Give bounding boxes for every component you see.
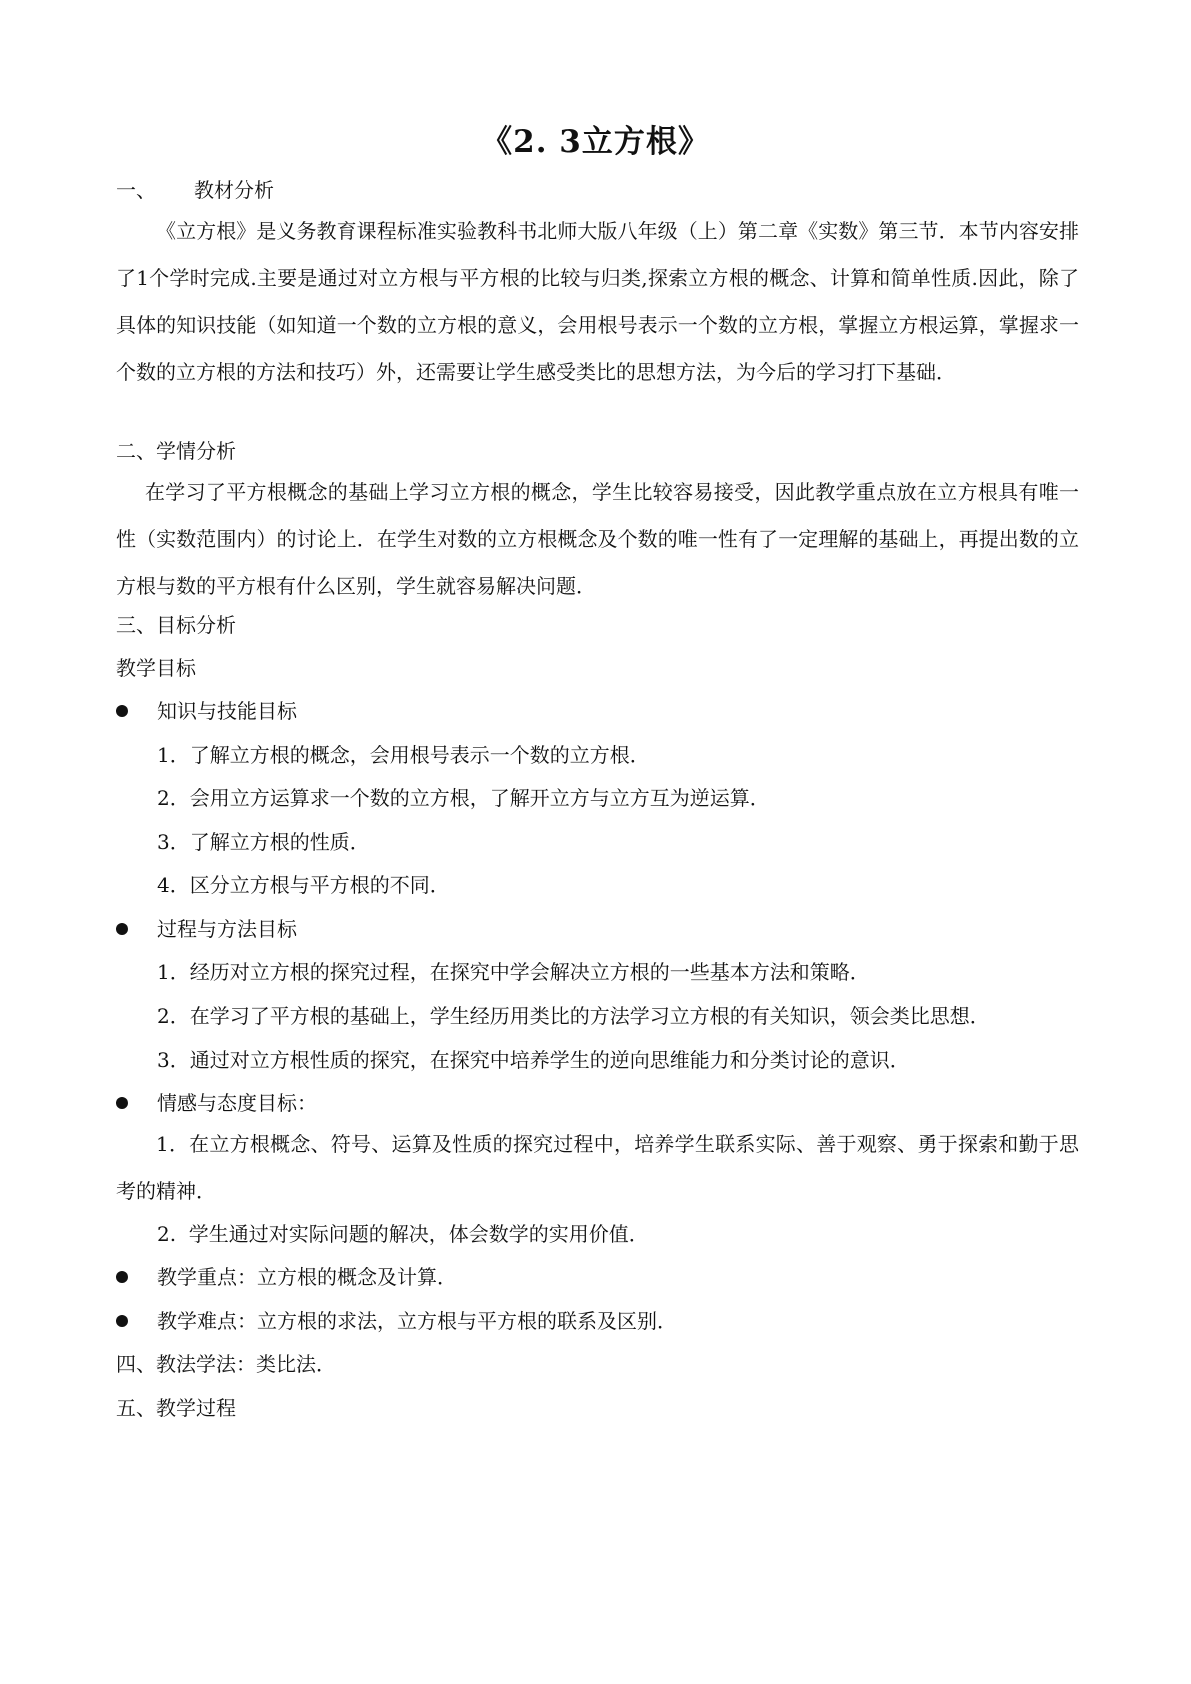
goals-label: 教学目标 — [116, 656, 196, 680]
key-point: 教学重点：立方根的概念及计算． — [157, 1265, 457, 1289]
knowledge-item-3: 3．了解立方根的性质． — [157, 830, 370, 854]
section-1-paragraph: 《立方根》是义务教育课程标准实验教科书北师大版八年级（上）第二章《实数》第三节．本节内容安排了1个学时完成.主要是通过对立方根与平方根的比较与归类,探索立方根的概念、计算和简单性质.因此，除了具体的知识技能（如知道一个数的立方根的意义，会用根号表示一个数的立方根，掌握立方根运算，掌握求一个数的立方根的方法和技巧）外，还需要让学生感受类比的思想方法，为今后的学习打下基础． — [116, 219, 1079, 384]
section-2-heading: 二、学情分析 — [116, 439, 236, 463]
bullet-icon — [116, 1097, 128, 1109]
section-1-heading — [116, 176, 274, 204]
section-1-number: 一、 — [116, 178, 156, 202]
emotion-heading: 情感与态度目标： — [157, 1091, 317, 1115]
knowledge-heading: 知识与技能目标 — [157, 699, 297, 723]
knowledge-item-4: 4．区分立方根与平方根的不同． — [157, 873, 450, 897]
section-4-heading: 四、教法学法：类比法． — [116, 1352, 336, 1376]
bullet-icon — [116, 705, 128, 717]
section-2-paragraph: 在学习了平方根概念的基础上学习立方根的概念，学生比较容易接受，因此教学重点放在立方根具有唯一性（实数范围内）的讨论上．在学生对数的立方根概念及个数的唯一性有了一定理解的基础上，再提出数的立方根与数的平方根有什么区别，学生就容易解决问题． — [116, 480, 1079, 598]
emotion-item-2: 2. 学生通过对实际问题的解决，体会数学的实用价值． — [157, 1222, 649, 1246]
bullet-icon — [116, 923, 128, 935]
process-item-3: 3．通过对立方根性质的探究，在探究中培养学生的逆向思维能力和分类讨论的意识． — [157, 1048, 910, 1072]
page-title: 《2. 3立方根》 — [481, 124, 710, 160]
process-heading: 过程与方法目标 — [157, 917, 297, 941]
knowledge-item-2: 2．会用立方运算求一个数的立方根，了解开立方与立方互为逆运算． — [157, 786, 770, 810]
bullet-icon — [116, 1271, 128, 1283]
process-item-1: 1．经历对立方根的探究过程，在探究中学会解决立方根的一些基本方法和策略． — [157, 960, 870, 984]
bullet-icon — [116, 1315, 128, 1327]
difficulty: 教学难点：立方根的求法，立方根与平方根的联系及区别． — [157, 1309, 677, 1333]
section-5-heading: 五、教学过程 — [116, 1396, 236, 1420]
section-3-heading: 三、目标分析 — [116, 613, 236, 637]
section-1-title: 教材分析 — [194, 178, 274, 202]
process-item-2: 2．在学习了平方根的基础上，学生经历用类比的方法学习立方根的有关知识，领会类比思想． — [157, 1004, 990, 1028]
emotion-item-1: 1．在立方根概念、符号、运算及性质的探究过程中，培养学生联系实际、善于观察、勇于探索和勤于思考的精神． — [116, 1132, 1079, 1203]
knowledge-item-1: 1．了解立方根的概念，会用根号表示一个数的立方根． — [157, 743, 650, 767]
